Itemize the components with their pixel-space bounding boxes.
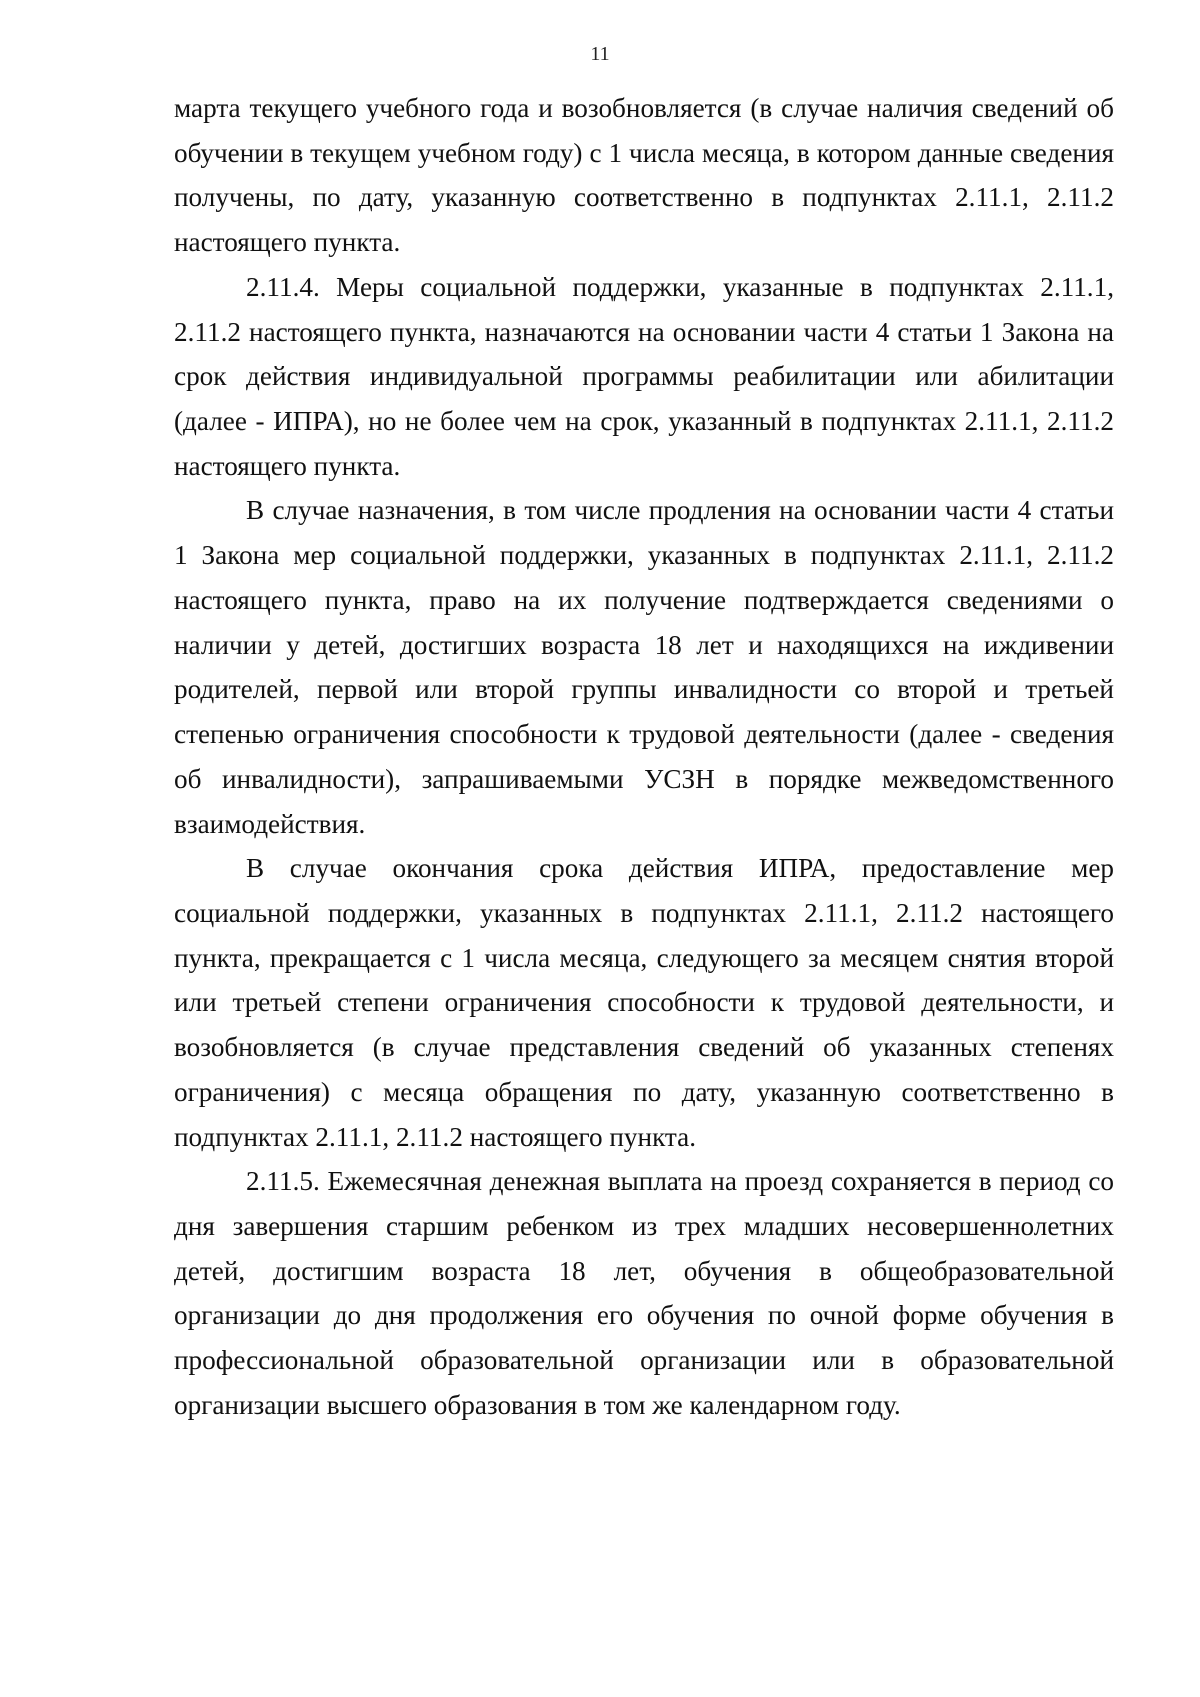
paragraph-2-11-5: 2.11.5. Ежемесячная денежная выплата на проезд сохраняется в период со дня завершения старшим ребенком из трех младших несовершеннолетних детей, достигшим возраста 18 лет, обучения в общеобразовательной организации до дня продолжения его обучения по очной форме обучения в профессиональной образовательной организации или в образовательной организации высшего образования в том же календарном году. [174, 1166, 1114, 1420]
paragraph-disability-information: В случае назначения, в том числе продления на основании части 4 статьи 1 Закона мер социальной поддержки, указанных в подпунктах 2.11.1, 2.11.2 настоящего пункта, право на их получение подтверждается сведениями о наличии у детей, достигших возраста 18 лет и находящихся на иждивении родителей, первой или второй группы инвалидности со второй и третьей степенью ограничения способности к трудовой деятельности (далее - сведения об инвалидности), запрашиваемыми УСЗН в порядке межведомственного взаимодействия. [174, 495, 1114, 839]
page-number: 11 [590, 43, 610, 65]
paragraph-ipra-expiry: В случае окончания срока действия ИПРА, предоставление мер социальной поддержки, указанных в подпунктах 2.11.1, 2.11.2 настоящего пункта, прекращается с 1 числа месяца, следующего за месяцем снятия второй или третьей степени ограничения способности к трудовой деятельности, и возобновляется (в случае представления сведений об указанных степенях ограничения) с месяца обращения по дату, указанную соответственно в подпунктах 2.11.1, 2.11.2 настоящего пункта. [174, 853, 1114, 1152]
paragraph-continuation: марта текущего учебного года и возобновляется (в случае наличия сведений об обучении в текущем учебном году) с 1 числа месяца, в котором данные сведения получены, по дату, указанную соответственно в подпунктах 2.11.1, 2.11.2 настоящего пункта. [174, 93, 1114, 258]
paragraph-2-11-4: 2.11.4. Меры социальной поддержки, указанные в подпунктах 2.11.1, 2.11.2 настоящего пункта, назначаются на основании части 4 статьи 1 Закона на срок действия индивидуальной программы реабилитации или абилитации (далее - ИПРА), но не более чем на срок, указанный в подпунктах 2.11.1, 2.11.2 настоящего пункта. [174, 271, 1114, 481]
document-body [174, 86, 1114, 1428]
